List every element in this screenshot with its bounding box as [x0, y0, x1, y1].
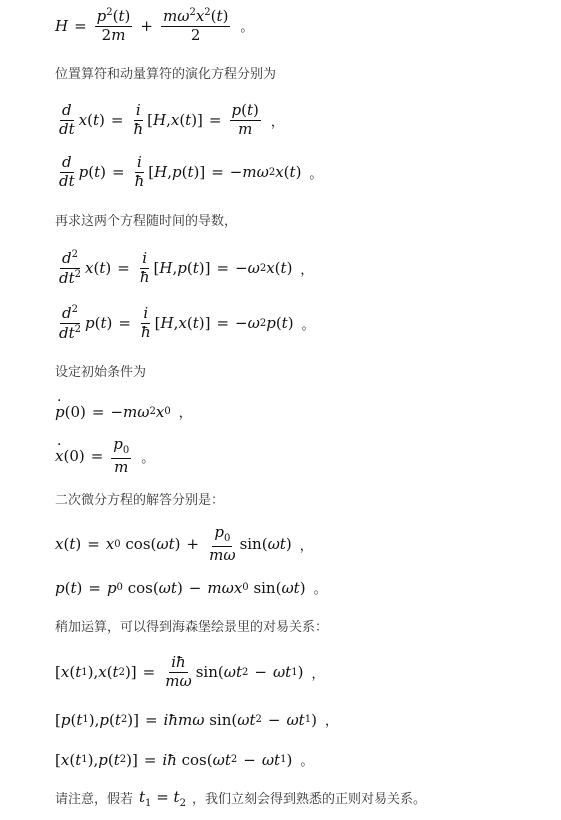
comma: ，	[311, 666, 325, 682]
paragraph-evolution-intro: 位置算符和动量算符的演化方程分别为	[55, 67, 277, 82]
equation-d2x-dt2: $\frac{d^2}{dt^2}$ x ( t ) = $\frac{i}{ħ}$ [ H , p ( t )] = − ω 2 x ( t ) ，	[59, 249, 314, 287]
paragraph-solution: 二次微分方程的解答分别是：	[55, 493, 225, 508]
equation-t1-equals-t2: $t_1 = t_2$	[139, 788, 186, 809]
equation-p-solution: p ( t ) = p 0 cos( ωt ) − mωx 0 sin( ωt ) 。	[55, 578, 327, 597]
equation-dx-dt: $\frac{d}{dt}$ x ( t ) = $\frac{i}{ħ}$ [ H , x ( t )] = $\frac{p(t)}{m}$ ，	[59, 101, 284, 138]
equation-d2p-dt2: $\frac{d^2}{dt^2}$ p ( t ) = $\frac{i}{ħ}$ [ H , x ( t )] = − ω 2 p ( t ) 。	[59, 304, 315, 342]
period: 。	[300, 754, 314, 769]
equation-p-dot-initial: · p (0) = − mω 2 x 0 ，	[55, 402, 192, 421]
equation-hamiltonian: H = $\frac{p^2(t)}{2m}$ + $\frac{m\omega^2x^2(t)}{2}$ 。	[55, 7, 254, 44]
note-suffix: ，我们立刻会得到熟悉的正则对易关系。	[191, 792, 426, 807]
equation-x-dot-initial: · x (0) = $\frac{p_0}{m}$ 。	[55, 437, 154, 475]
equation-commutator-xx: [ x ( t 1 ), x ( t 2 )] = $\frac{iħ}{m\omega}$ sin( ωt 2 − ωt 1 ) ，	[55, 653, 325, 690]
comma: ，	[270, 114, 284, 130]
paragraph-second-derivative: 再求这两个方程随时间的导数，	[55, 214, 238, 229]
comma: ，	[324, 714, 338, 729]
equation-commutator-xp: [ x ( t 1 ), p ( t 2 )] = iħ cos( ωt 2 − ωt 1 ) 。	[55, 750, 314, 769]
paragraph-initial-conditions: 设定初始条件为	[55, 365, 147, 380]
period: 。	[313, 582, 327, 597]
period: 。	[240, 20, 254, 36]
comma: ，	[178, 406, 192, 421]
equation-dp-dt: $\frac{d}{dt}$ p ( t ) = $\frac{i}{ħ}$ [ H , p ( t )] = − mω 2 x ( t ) 。	[59, 153, 323, 190]
period: 。	[301, 317, 315, 333]
paragraph-note	[55, 790, 426, 809]
note-prefix: 请注意，假若	[55, 792, 134, 807]
paragraph-commutators: 稍加运算，可以得到海森堡绘景里的对易关系：	[55, 620, 329, 635]
period: 。	[309, 166, 323, 182]
equation-commutator-pp: [ p ( t 1 ), p ( t 2 )] = iħmω sin( ωt 2 − ωt 1 ) ，	[55, 710, 338, 729]
comma: ，	[300, 262, 314, 278]
equation-x-solution: x ( t ) = x 0 cos( ωt ) + $\frac{p_0}{m\omega}$ sin( ωt ) ，	[55, 523, 313, 564]
comma: ，	[299, 538, 313, 554]
period: 。	[141, 450, 155, 466]
